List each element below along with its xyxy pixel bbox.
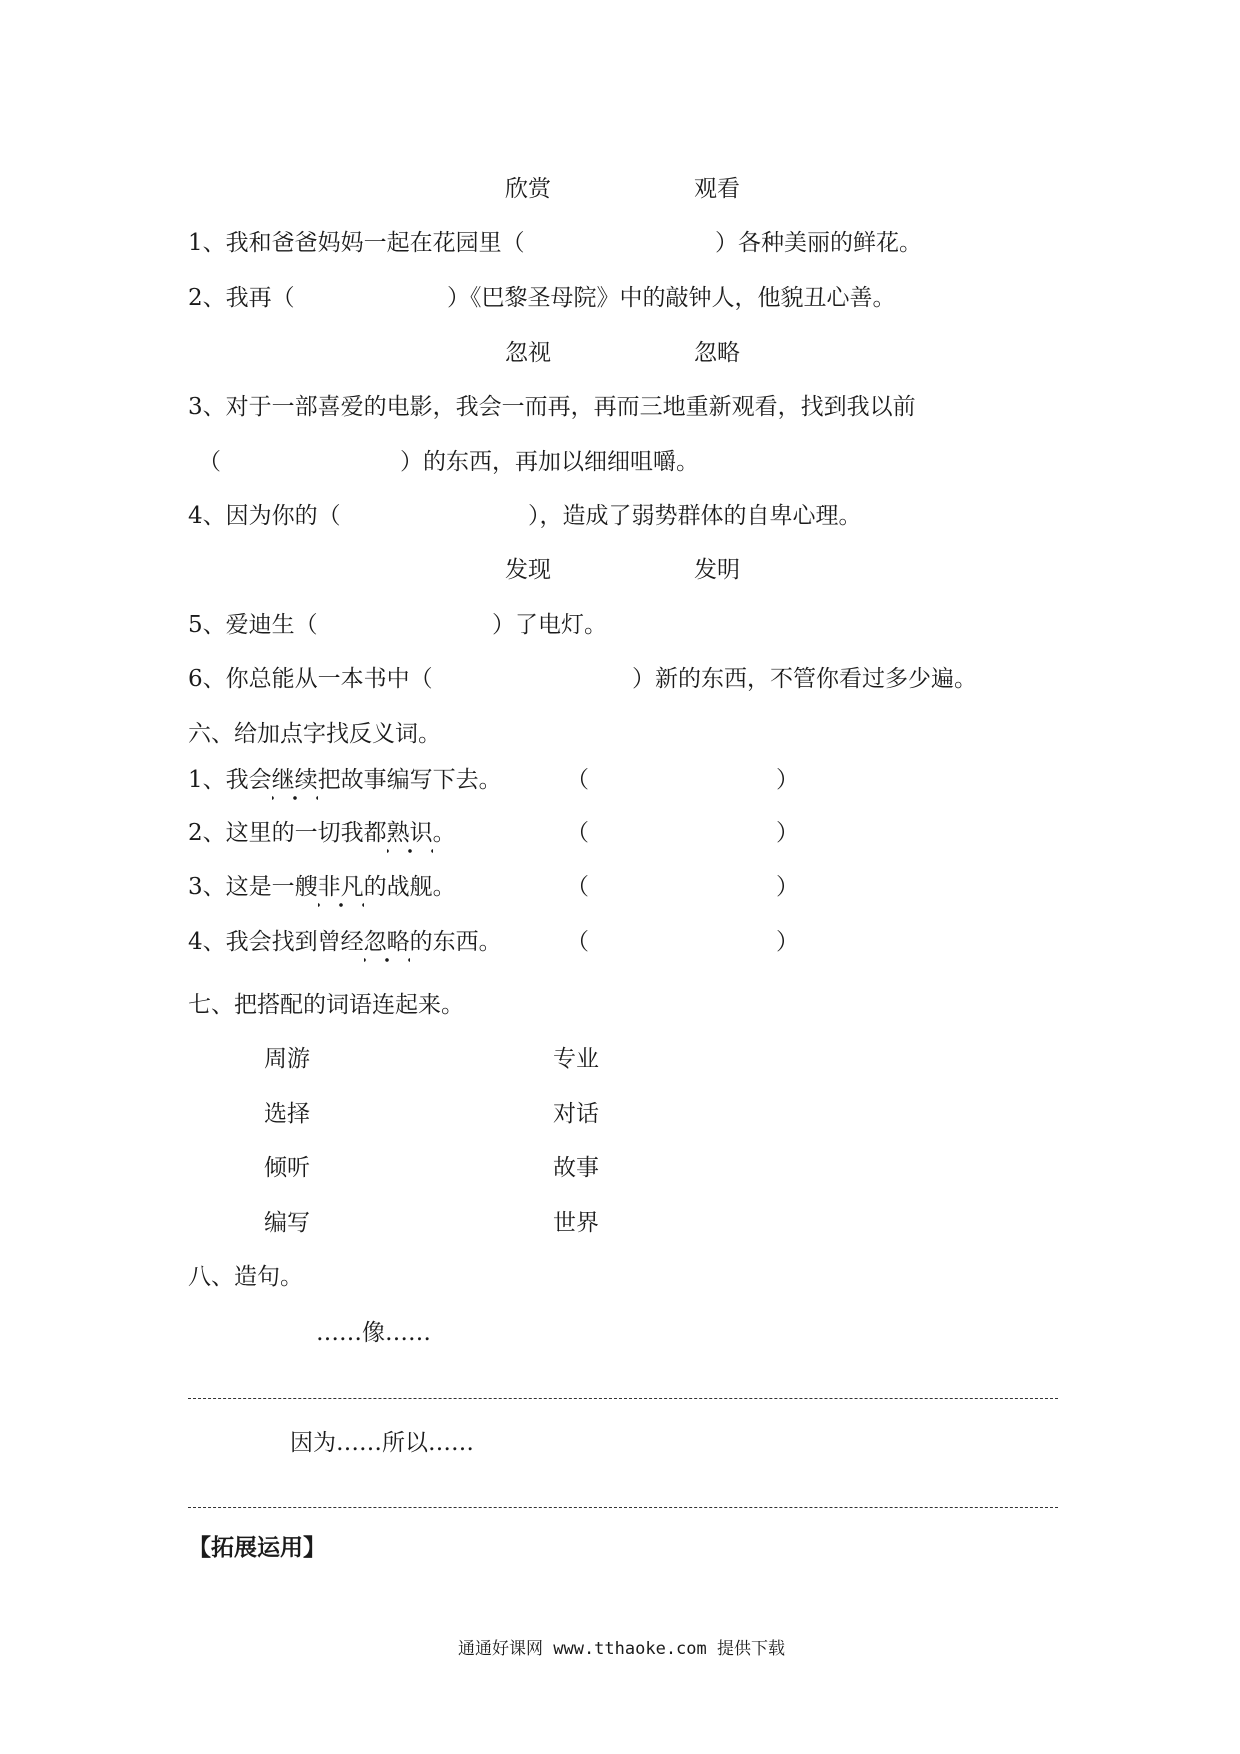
sentence-prompt-2: 因为……所以…… xyxy=(290,1430,474,1456)
dotted-word: 熟识 xyxy=(386,820,433,846)
extension-heading: 【拓展运用】 xyxy=(188,1535,326,1561)
choice-word-2b: 忽略 xyxy=(694,340,740,366)
antonym-item-3: 3、这是一艘非凡的战舰。 xyxy=(188,874,456,900)
question-6-after: ）新的东西，不管你看过多少遍。 xyxy=(632,666,977,692)
question-6-before: 6、你总能从一本书中（ xyxy=(188,666,433,692)
antonym-item-1-close: ） xyxy=(776,767,799,793)
answer-line-1 xyxy=(188,1398,1058,1399)
match-left-1: 周游 xyxy=(264,1046,310,1072)
choice-word-2a: 忽视 xyxy=(505,340,551,366)
choice-word-1b: 观看 xyxy=(694,176,740,202)
match-left-3: 倾听 xyxy=(264,1155,310,1181)
antonym-item-4-close: ） xyxy=(776,929,799,955)
question-4-before: 4、因为你的（ xyxy=(188,503,341,529)
question-3-line1: 3、对于一部喜爱的电影，我会一而再，再而三地重新观看，找到我以前 xyxy=(188,394,916,420)
dotted-word: 继续 xyxy=(271,767,318,793)
match-right-1: 专业 xyxy=(553,1046,599,1072)
match-left-2: 选择 xyxy=(264,1101,310,1127)
answer-line-2 xyxy=(188,1507,1058,1508)
choice-word-1a: 欣赏 xyxy=(505,176,551,202)
choice-word-3b: 发明 xyxy=(694,557,740,583)
sentence-prompt-1: ……像…… xyxy=(316,1320,431,1346)
match-right-2: 对话 xyxy=(553,1101,599,1127)
antonym-item-1-open: （ xyxy=(566,767,589,793)
match-right-3: 故事 xyxy=(553,1155,599,1181)
antonym-item-4: 4、我会找到曾经忽略的东西。 xyxy=(188,929,502,955)
question-3-open: （ xyxy=(198,449,221,475)
choice-word-3a: 发现 xyxy=(505,557,551,583)
question-5-before: 5、爱迪生（ xyxy=(188,612,318,638)
match-left-4: 编写 xyxy=(264,1210,310,1236)
dotted-word: 忽略 xyxy=(363,929,410,955)
match-right-4: 世界 xyxy=(553,1210,599,1236)
section-7-title: 七、把搭配的词语连起来。 xyxy=(188,992,464,1018)
question-1-before: 1、我和爸爸妈妈一起在花园里（ xyxy=(188,230,525,256)
antonym-item-2-close: ） xyxy=(776,820,799,846)
antonym-item-4-open: （ xyxy=(566,929,589,955)
section-8-title: 八、造句。 xyxy=(188,1264,303,1290)
antonym-item-2-open: （ xyxy=(566,820,589,846)
question-2-after: ）《巴黎圣母院》中的敲钟人，他貌丑心善。 xyxy=(447,285,896,311)
question-4-after: ），造成了弱势群体的自卑心理。 xyxy=(528,503,862,529)
antonym-item-3-close: ） xyxy=(776,874,799,900)
antonym-item-2: 2、这里的一切我都熟识。 xyxy=(188,820,456,846)
question-2-before: 2、我再（ xyxy=(188,285,295,311)
footer: 通通好课网 www.tthaoke.com 提供下载 xyxy=(458,1639,785,1659)
question-1-after: ）各种美丽的鲜花。 xyxy=(715,230,922,256)
dotted-word: 非凡 xyxy=(317,874,364,900)
antonym-item-1: 1、我会继续把故事编写下去。 xyxy=(188,767,502,793)
question-3-after: ）的东西，再加以细细咀嚼。 xyxy=(400,449,699,475)
question-5-after: ）了电灯。 xyxy=(492,612,607,638)
section-6-title: 六、给加点字找反义词。 xyxy=(188,721,441,747)
antonym-item-3-open: （ xyxy=(566,874,589,900)
